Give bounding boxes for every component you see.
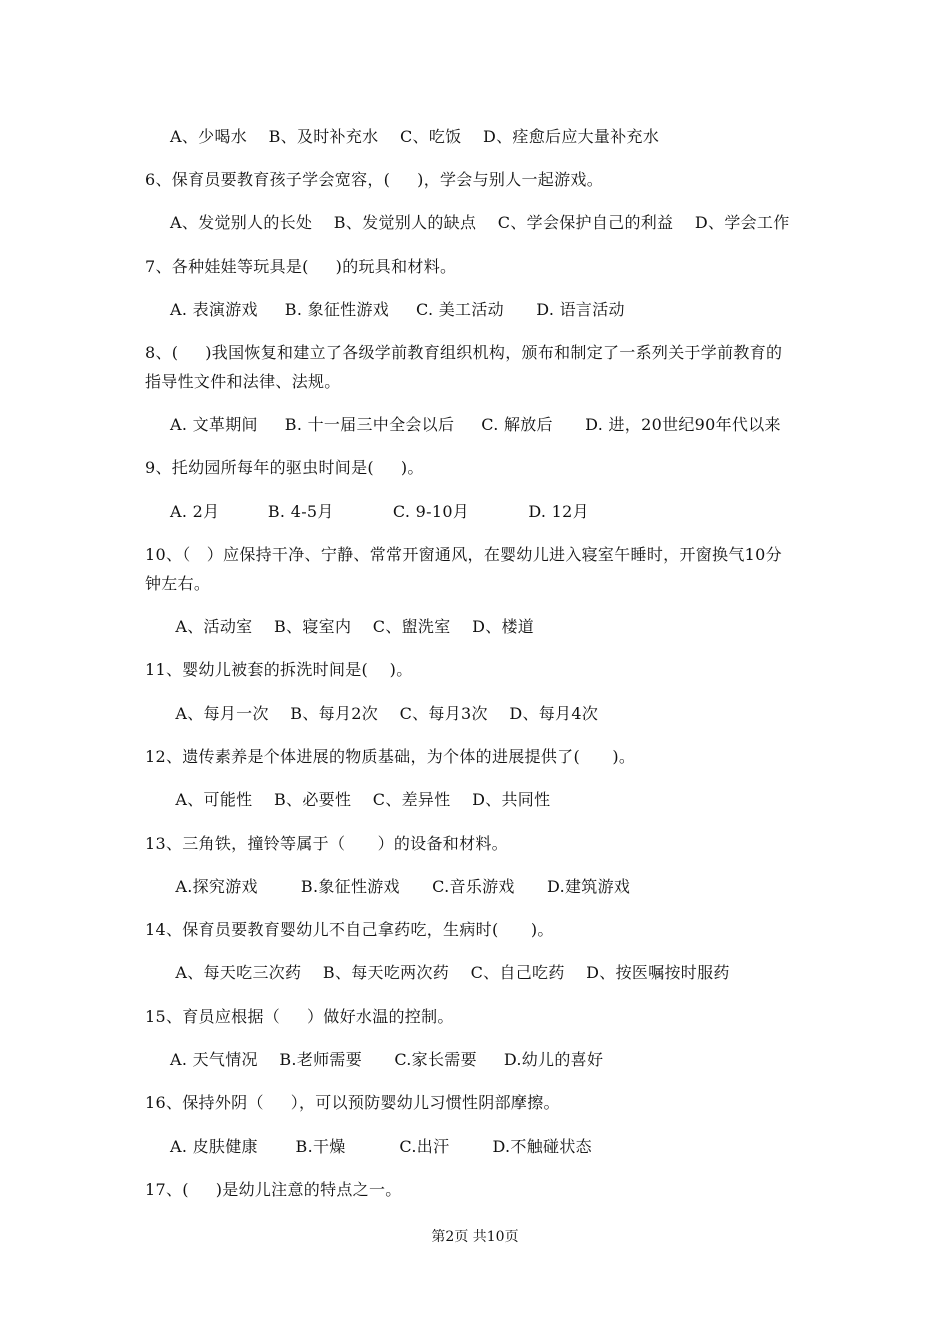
options-q5: A、少喝水 B、及时补充水 C、吃饭 D、痊愈后应大量补充水 <box>170 127 660 146</box>
options-q13: A.探究游戏 B.象征性游戏 C.音乐游戏 D.建筑游戏 <box>170 877 631 896</box>
options-q11: A、每月一次 B、每月2次 C、每月3次 D、每月4次 <box>170 704 599 723</box>
question-14: 14、保育员要教育婴幼儿不自己拿药吃，生病时( )。 <box>145 920 554 939</box>
options-q10: A、活动室 B、寝室内 C、盥洗室 D、楼道 <box>170 617 535 636</box>
question-9: 9、托幼园所每年的驱虫时间是( )。 <box>145 458 424 477</box>
options-q9: A. 2月 B. 4-5月 C. 9-10月 D. 12月 <box>170 502 589 521</box>
options-q14: A、每天吃三次药 B、每天吃两次药 C、自己吃药 D、按医嘱按时服药 <box>170 963 730 982</box>
question-15: 15、育员应根据（ ）做好水温的控制。 <box>145 1007 454 1026</box>
options-q7: A. 表演游戏 B. 象征性游戏 C. 美工活动 D. 语言活动 <box>170 300 625 319</box>
options-q6: A、发觉别人的长处 B、发觉别人的缺点 C、学会保护自己的利益 D、学会工作 <box>170 213 790 232</box>
page-footer: 第2页 共10页 <box>431 1229 519 1245</box>
question-7: 7、各种娃娃等玩具是( )的玩具和材料。 <box>145 257 457 276</box>
question-10-line-2: 钟左右。 <box>145 574 211 593</box>
options-q15: A. 天气情况 B.老师需要 C.家长需要 D.幼儿的喜好 <box>170 1050 604 1069</box>
question-12: 12、遗传素养是个体进展的物质基础，为个体的进展提供了( )。 <box>145 747 636 766</box>
question-8-line-1: 8、( )我国恢复和建立了各级学前教育组织机构，颁布和制定了一系列关于学前教育的 <box>145 343 783 362</box>
options-q12: A、可能性 B、必要性 C、差异性 D、共同性 <box>170 790 551 809</box>
question-11: 11、婴幼儿被套的拆洗时间是( )。 <box>145 660 413 679</box>
question-17: 17、( )是幼儿注意的特点之一。 <box>145 1180 402 1199</box>
question-8-line-2: 指导性文件和法律、法规。 <box>145 372 341 391</box>
question-16: 16、保持外阴（ ），可以预防婴幼儿习惯性阴部摩擦。 <box>145 1093 560 1112</box>
question-6: 6、保育员要教育孩子学会宽容，( )，学会与别人一起游戏。 <box>145 170 603 189</box>
options-q16: A. 皮肤健康 B.干燥 C.出汗 D.不触碰状态 <box>170 1137 592 1156</box>
options-q8: A. 文革期间 B. 十一届三中全会以后 C. 解放后 D. 进，20世纪90年代以来 <box>170 415 781 434</box>
question-10-line-1: 10、（ ）应保持干净、宁静、常常开窗通风，在婴幼儿进入寝室午睡时，开窗换气10分 <box>145 545 782 564</box>
question-13: 13、三角铁，撞铃等属于（ ）的设备和材料。 <box>145 834 508 853</box>
